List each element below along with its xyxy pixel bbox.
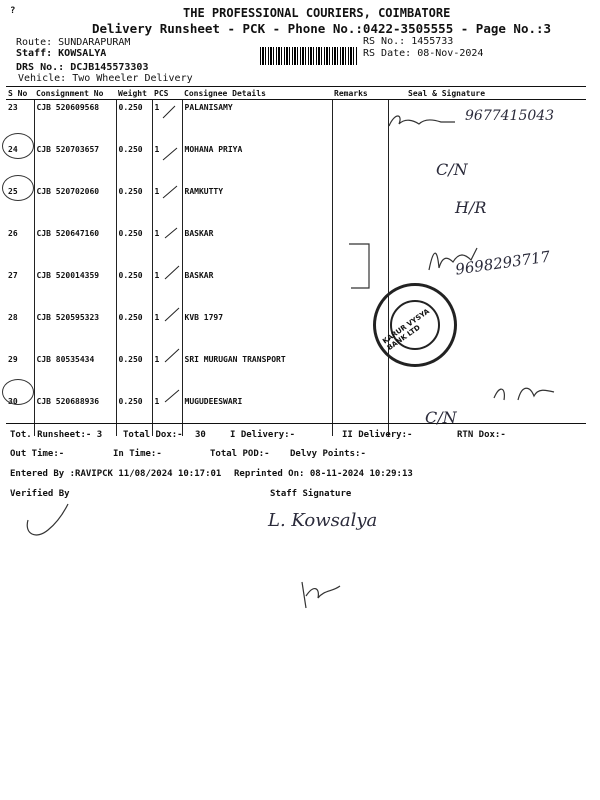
consignee-cell: RAMKUTTY <box>182 184 332 226</box>
remarks-cell <box>332 100 388 143</box>
total-pod: Total POD:- <box>210 449 270 459</box>
runsheet-title: Delivery Runsheet - PCK - Phone No.:0422-3505555 - Page No.:3 <box>92 21 552 36</box>
vehicle-label: Vehicle: <box>18 73 67 84</box>
weight-cell: 0.250 <box>116 268 152 310</box>
sno-cell: 23 <box>8 103 18 112</box>
column-header: Weight <box>116 87 152 100</box>
tick-marks <box>155 96 195 426</box>
pcs-cell: 1 <box>152 268 182 310</box>
consignment-cell: CJB 520703657 <box>34 142 116 184</box>
pcs-cell: 1 <box>152 142 182 184</box>
weight-cell: 0.250 <box>116 184 152 226</box>
weight-cell: 0.250 <box>116 142 152 184</box>
consignee-cell: BASKAR <box>182 268 332 310</box>
pcs-cell: 1 <box>152 394 182 436</box>
consignee-cell: MUGUDEESWARI <box>182 394 332 436</box>
signature-cell <box>388 184 586 226</box>
rs-date-value: 08-Nov-2024 <box>417 48 484 59</box>
remarks-cell <box>332 352 388 394</box>
consignment-cell: CJB 80535434 <box>34 352 116 394</box>
verifier-signature-mark <box>22 500 72 542</box>
vehicle-value: Two Wheeler Delivery <box>72 73 193 84</box>
delivery-points: Delvy Points:- <box>290 449 366 459</box>
remarks-cell <box>332 142 388 184</box>
remarks-cell <box>332 184 388 226</box>
staff-signature-label: Staff Signature <box>270 489 352 499</box>
consignee-cell: SRI MURUGAN TRANSPORT <box>182 352 332 394</box>
consignee-cell: KVB 1797 <box>182 310 332 352</box>
handwritten-note: C/N <box>425 408 457 427</box>
signature-scribble <box>385 108 465 136</box>
consignment-cell: CJB 520702060 <box>34 184 116 226</box>
drs-line <box>16 62 148 73</box>
column-header: Consignee Details <box>182 87 332 100</box>
rs-no-value: 1455733 <box>411 36 454 47</box>
staff-value: KOWSALYA <box>58 48 107 59</box>
verified-by-label: Verified By <box>10 489 70 499</box>
remark-bracket-mark <box>345 240 375 292</box>
handwritten-note: H/R <box>455 198 487 217</box>
sno-cell: 30 <box>8 397 18 406</box>
out-time: Out Time:- <box>10 449 65 459</box>
stamp-text: KARUR VYSYA BANK LTD <box>381 307 431 353</box>
handwritten-phone: 9698293717 <box>454 247 552 279</box>
column-header: S No <box>6 87 34 100</box>
column-header: Remarks <box>332 87 388 100</box>
weight-cell: 0.250 <box>116 394 152 436</box>
sno-cell: 27 <box>8 271 18 280</box>
table-bottom-rule <box>6 423 586 424</box>
company-name: THE PROFESSIONAL COURIERS, COIMBATORE <box>183 6 451 20</box>
weight-cell: 0.250 <box>116 352 152 394</box>
consignee-cell: BASKAR <box>182 226 332 268</box>
consignee-cell: PALANISAMY <box>182 100 332 143</box>
staff-line <box>16 48 106 59</box>
column-header: Consignment No <box>34 87 116 100</box>
rs-date-line <box>363 48 483 59</box>
total-dox-label: Total Dox:- <box>123 430 183 440</box>
initials-scribble <box>296 574 346 614</box>
rtn-dox: RTN Dox:- <box>457 430 506 440</box>
handwritten-note: C/N <box>436 160 468 179</box>
staff-signature: L. Kowsalya <box>268 510 378 531</box>
bank-seal-stamp <box>373 283 457 367</box>
signature-scribble <box>490 378 560 408</box>
consignment-cell: CJB 520609568 <box>34 100 116 143</box>
handwritten-phone: 9677415043 <box>465 108 555 124</box>
sno-cell: 28 <box>8 313 18 322</box>
pen-circle-mark <box>2 175 34 201</box>
route-line <box>16 37 130 48</box>
ii-delivery: II Delivery:- <box>342 430 413 440</box>
table-row <box>6 310 586 352</box>
sno-cell: 29 <box>8 355 18 364</box>
rs-no-label: RS No.: <box>363 36 406 47</box>
barcode-image <box>260 47 358 65</box>
pen-circle-mark <box>2 379 34 405</box>
corner-mark: ? <box>10 6 16 16</box>
sno-cell: 26 <box>8 229 18 238</box>
signature-cell <box>388 142 586 184</box>
route-label: Route: <box>16 37 53 48</box>
column-header: Seal & Signature <box>388 87 586 100</box>
pcs-cell: 1 <box>152 184 182 226</box>
rs-date-label: RS Date: <box>363 48 412 59</box>
sno-cell: 25 <box>8 187 18 196</box>
pcs-cell: 1 <box>152 226 182 268</box>
pcs-cell: 1 <box>152 310 182 352</box>
drs-value: DCJB145573303 <box>70 62 149 73</box>
weight-cell: 0.250 <box>116 226 152 268</box>
pcs-cell: 1 <box>152 100 182 143</box>
consignment-cell: CJB 520595323 <box>34 310 116 352</box>
staff-label: Staff: <box>16 48 53 59</box>
consignment-cell: CJB 520647160 <box>34 226 116 268</box>
consignment-cell: CJB 520014359 <box>34 268 116 310</box>
i-delivery: I Delivery:- <box>230 430 296 440</box>
pcs-cell: 1 <box>152 352 182 394</box>
reprinted-on: Reprinted On: 08-11-2024 10:29:13 <box>234 469 413 479</box>
table-row <box>6 142 586 184</box>
sno-cell: 24 <box>8 145 18 154</box>
weight-cell: 0.250 <box>116 100 152 143</box>
in-time: In Time:- <box>113 449 162 459</box>
drs-label: DRS No.: <box>16 62 65 73</box>
table-row <box>6 268 586 310</box>
pen-circle-mark <box>2 133 34 159</box>
route-value: SUNDARAPURAM <box>58 37 131 48</box>
vehicle-line <box>18 73 193 84</box>
total-dox-value: 30 <box>195 430 206 440</box>
entered-by: Entered By :RAVIPCK 11/08/2024 10:17:01 <box>10 469 222 479</box>
total-runsheet: Tot. Runsheet:- 3 <box>10 430 103 440</box>
weight-cell: 0.250 <box>116 310 152 352</box>
consignment-cell: CJB 520688936 <box>34 394 116 436</box>
rs-no-line <box>363 36 453 47</box>
column-header: PCS <box>152 87 182 100</box>
consignee-cell: MOHANA PRIYA <box>182 142 332 184</box>
table-header-row <box>6 87 586 100</box>
table-row <box>6 184 586 226</box>
